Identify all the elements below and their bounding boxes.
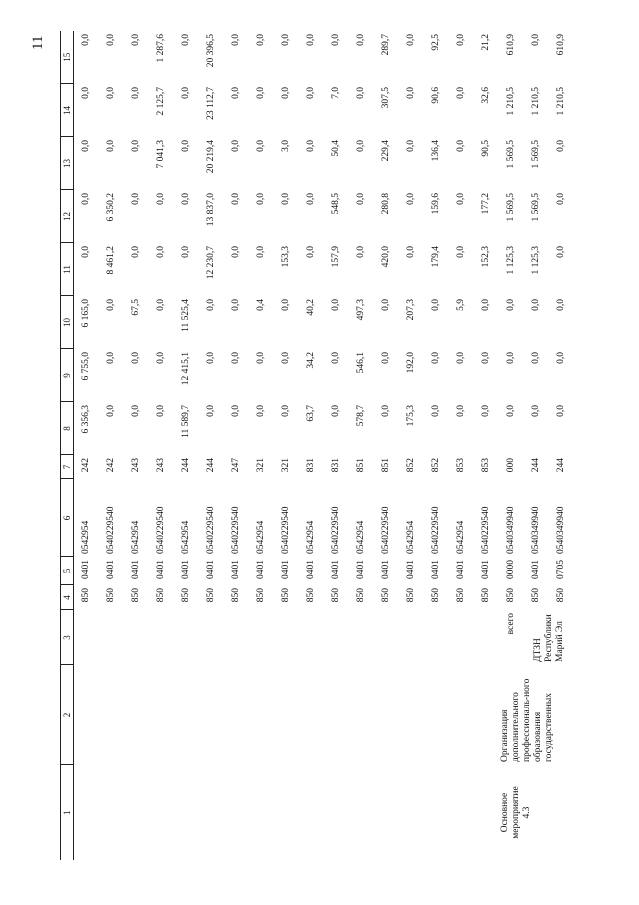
cell-value-col13: 7 041,3 [156, 140, 166, 169]
cell-value-col15: 0,0 [281, 34, 291, 46]
cell-value-col15: 0,0 [456, 34, 466, 46]
cell-value-col9: 0,0 [156, 352, 166, 364]
cell-value-col8: 0,0 [106, 405, 116, 417]
cell-value-col10: 0,0 [531, 299, 541, 311]
cell-value-col13: 1 569,5 [531, 140, 541, 169]
cell-value-col14: 0,0 [181, 87, 191, 99]
cell-c6: 0542954 [356, 520, 366, 554]
cell-value-col11: 0,0 [306, 246, 316, 258]
cell-value-col10: 67,5 [131, 299, 141, 316]
cell-value-col9: 0,0 [556, 352, 566, 364]
cell-c6: 0542954 [256, 520, 266, 554]
cell-value-col10: 0,0 [231, 299, 241, 311]
cell-value-col10: 0,0 [331, 299, 341, 311]
cell-value-col11: 12 230,7 [206, 246, 216, 280]
cell-value-col11: 153,3 [281, 246, 291, 268]
budget-table [60, 31, 574, 860]
cell-c5: 0401 [131, 560, 141, 579]
cell-c5: 0705 [556, 560, 566, 579]
cell-value-col13: 0,0 [81, 140, 91, 152]
cell-c7: 321 [281, 458, 291, 473]
cell-c4: 850 [556, 588, 566, 603]
cell-value-col11: 0,0 [156, 246, 166, 258]
cell-empty [74, 665, 500, 765]
cell-value-col13: 0,0 [106, 140, 116, 152]
cell-c7: 851 [356, 458, 366, 473]
cell-value-col11: 0,0 [456, 246, 466, 258]
cell-c5: 0401 [356, 560, 366, 579]
cell-c4: 850 [256, 588, 266, 603]
cell-c7: 851 [381, 458, 391, 473]
cell-c7: 853 [456, 458, 466, 473]
cell-value-col10: 11 525,4 [181, 299, 191, 332]
cell-value-col11: 8 461,2 [106, 246, 116, 275]
cell-value-col9: 12 415,1 [181, 352, 191, 386]
cell-value-col13: 0,0 [456, 140, 466, 152]
column-header-6: 6 [61, 479, 74, 557]
cell-value-col12: 6 350,2 [106, 193, 116, 222]
cell-c5: 0401 [531, 560, 541, 579]
cell-value-col9: 0,0 [481, 352, 491, 364]
cell-value-col8: 0,0 [231, 405, 241, 417]
cell-c7: 243 [131, 458, 141, 473]
cell-value-col13: 0,0 [306, 140, 316, 152]
cell-value-col14: 0,0 [231, 87, 241, 99]
cell-value-col12: 0,0 [456, 193, 466, 205]
cell-c7: 244 [556, 458, 566, 473]
cell-value-col9: 34,2 [306, 352, 316, 369]
cell-c6: 0540229540 [206, 506, 216, 554]
cell-value-col15: 0,0 [356, 34, 366, 46]
cell-c5: 0401 [381, 560, 391, 579]
cell-value-col11: 157,9 [331, 246, 341, 268]
column-header-8: 8 [61, 402, 74, 455]
cell-c5: 0401 [281, 560, 291, 579]
cell-value-col12: 280,8 [381, 193, 391, 215]
cell-c6: 0542954 [456, 520, 466, 554]
cell-value-col15: 0,0 [306, 34, 316, 46]
cell-value-col12: 0,0 [181, 193, 191, 205]
cell-value-col14: 1 210,5 [506, 87, 516, 116]
cell-value-col14: 0,0 [256, 87, 266, 99]
cell-value-col9: 0,0 [431, 352, 441, 364]
cell-value-col12: 0,0 [81, 193, 91, 205]
cell-value-col15: 1 287,6 [156, 34, 166, 63]
cell-value-col15: 0,0 [181, 34, 191, 46]
cell-value-col13: 3,0 [281, 140, 291, 152]
cell-value-col13: 0,0 [356, 140, 366, 152]
cell-c4: 850 [81, 588, 91, 603]
cell-value-col14: 90,6 [431, 87, 441, 104]
cell-c5: 0401 [456, 560, 466, 579]
cell-value-col11: 1 125,3 [506, 246, 516, 275]
cell-value-col13: 0,0 [406, 140, 416, 152]
cell-value-col9: 0,0 [456, 352, 466, 364]
column-header-13: 13 [61, 137, 74, 190]
column-header-7: 7 [61, 455, 74, 479]
cell-value-col10: 0,0 [381, 299, 391, 311]
cell-value-col15: 0,0 [81, 34, 91, 46]
cell-value-col15: 0,0 [131, 34, 141, 46]
table-row [74, 31, 100, 860]
cell-value-col8: 0,0 [256, 405, 266, 417]
cell-value-col14: 0,0 [356, 87, 366, 99]
measure-label-line2: мероприятие [511, 786, 521, 839]
executor-dtzn: ДТЗН Республики Марий Эл [532, 614, 565, 662]
cell-value-col13: 1 569,5 [506, 140, 516, 169]
cell-c6: 0540229540 [106, 506, 116, 554]
cell-value-col12: 0,0 [281, 193, 291, 205]
cell-value-col14: 0,0 [306, 87, 316, 99]
cell-c4: 850 [381, 588, 391, 603]
cell-c7: 321 [256, 458, 266, 473]
cell-c7: 244 [206, 458, 216, 473]
cell-value-col8: 0,0 [531, 405, 541, 417]
cell-value-col9: 0,0 [231, 352, 241, 364]
cell-value-col12: 0,0 [556, 193, 566, 205]
cell-c4: 850 [131, 588, 141, 603]
cell-value-col13: 20 219,4 [206, 140, 216, 174]
page-number: 11 [30, 35, 46, 50]
cell-c5: 0401 [106, 560, 116, 579]
cell-c5: 0401 [331, 560, 341, 579]
cell-value-col14: 0,0 [406, 87, 416, 99]
cell-value-col14: 2 125,7 [156, 87, 166, 116]
cell-c4: 850 [306, 588, 316, 603]
cell-c4: 850 [506, 588, 516, 603]
cell-value-col8: 175,3 [406, 405, 416, 427]
cell-value-col13: 0,0 [256, 140, 266, 152]
cell-c4: 850 [456, 588, 466, 603]
cell-value-col10: 0,0 [556, 299, 566, 311]
column-header-5: 5 [61, 557, 74, 585]
column-header-9: 9 [61, 349, 74, 402]
cell-value-col14: 32,6 [481, 87, 491, 104]
cell-value-col11: 1 125,3 [531, 246, 541, 275]
column-header-11: 11 [61, 243, 74, 296]
cell-value-col11: 0,0 [181, 246, 191, 258]
cell-value-col8: 578,7 [356, 405, 366, 427]
cell-value-col10: 0,4 [256, 299, 266, 311]
cell-value-col8: 0,0 [481, 405, 491, 417]
cell-c4: 850 [231, 588, 241, 603]
cell-value-col12: 159,6 [431, 193, 441, 215]
cell-c5: 0401 [231, 560, 241, 579]
executor-all: всего [506, 613, 516, 635]
cell-value-col9: 0,0 [506, 352, 516, 364]
cell-value-col15: 20 396,5 [206, 34, 216, 68]
column-header-4: 4 [61, 585, 74, 610]
cell-value-col10: 0,0 [506, 299, 516, 311]
cell-value-col10: 5,9 [456, 299, 466, 311]
cell-c4: 850 [406, 588, 416, 603]
cell-c6: 0540229540 [381, 506, 391, 554]
cell-value-col8: 11 589,7 [181, 405, 191, 438]
cell-c7: 242 [81, 458, 91, 473]
cell-c5: 0401 [481, 560, 491, 579]
cell-value-col11: 152,3 [481, 246, 491, 268]
cell-c6: 0542954 [181, 520, 191, 554]
cell-c4: 850 [531, 588, 541, 603]
cell-c6: 0540229540 [281, 506, 291, 554]
cell-c7: 852 [431, 458, 441, 473]
cell-value-col8: 0,0 [281, 405, 291, 417]
column-header-12: 12 [61, 190, 74, 243]
cell-value-col14: 0,0 [131, 87, 141, 99]
cell-value-col13: 229,4 [381, 140, 391, 162]
cell-value-col10: 0,0 [106, 299, 116, 311]
cell-value-col15: 610,9 [556, 34, 566, 56]
cell-value-col14: 0,0 [106, 87, 116, 99]
cell-value-col10: 0,0 [156, 299, 166, 311]
cell-value-col14: 1 210,5 [531, 87, 541, 116]
cell-value-col13: 136,4 [431, 140, 441, 162]
cell-c4: 850 [181, 588, 191, 603]
cell-value-col12: 0,0 [256, 193, 266, 205]
cell-value-col15: 0,0 [531, 34, 541, 46]
cell-value-col8: 0,0 [156, 405, 166, 417]
cell-c7: 831 [331, 458, 341, 473]
cell-value-col9: 0,0 [381, 352, 391, 364]
cell-value-col13: 0,0 [181, 140, 191, 152]
column-header-3: 3 [61, 610, 74, 665]
cell-empty [74, 610, 500, 665]
cell-value-col15: 92,5 [431, 34, 441, 51]
cell-value-col10: 0,0 [481, 299, 491, 311]
cell-value-col8: 0,0 [131, 405, 141, 417]
cell-value-col10: 207,3 [406, 299, 416, 321]
organization-name: Организация дополнительного профессиональ-ного образования государственных [500, 678, 554, 762]
cell-c5: 0401 [306, 560, 316, 579]
cell-c4: 850 [356, 588, 366, 603]
cell-c7: 000 [506, 458, 516, 473]
cell-value-col8: 6 356,3 [81, 405, 91, 434]
cell-value-col8: 63,7 [306, 405, 316, 422]
cell-value-col9: 6 755,0 [81, 352, 91, 381]
cell-value-col13: 0,0 [131, 140, 141, 152]
cell-value-col11: 0,0 [81, 246, 91, 258]
cell-c6: 0542954 [306, 520, 316, 554]
header-row [61, 31, 74, 860]
cell-value-col9: 0,0 [331, 352, 341, 364]
cell-value-col14: 0,0 [81, 87, 91, 99]
cell-empty [74, 765, 500, 860]
cell-c5: 0401 [406, 560, 416, 579]
cell-value-col11: 420,0 [381, 246, 391, 268]
cell-value-col11: 0,0 [356, 246, 366, 258]
cell-c7: 247 [231, 458, 241, 473]
cell-value-col12: 0,0 [231, 193, 241, 205]
cell-c4: 850 [206, 588, 216, 603]
cell-value-col12: 0,0 [406, 193, 416, 205]
cell-value-col8: 0,0 [206, 405, 216, 417]
cell-value-col14: 0,0 [281, 87, 291, 99]
cell-value-col9: 0,0 [131, 352, 141, 364]
cell-value-col10: 0,0 [431, 299, 441, 311]
cell-value-col13: 0,0 [231, 140, 241, 152]
cell-value-col9: 0,0 [531, 352, 541, 364]
cell-c7: 852 [406, 458, 416, 473]
cell-c7: 242 [106, 458, 116, 473]
cell-value-col12: 0,0 [131, 193, 141, 205]
cell-value-col14: 1 210,5 [556, 87, 566, 116]
cell-value-col9: 546,1 [356, 352, 366, 374]
cell-c4: 850 [281, 588, 291, 603]
measure-label-line3: 4.3 [522, 806, 532, 819]
cell-c4: 850 [481, 588, 491, 603]
cell-c7: 831 [306, 458, 316, 473]
cell-value-col10: 0,0 [206, 299, 216, 311]
cell-value-col12: 0,0 [356, 193, 366, 205]
cell-value-col14: 23 112,7 [206, 87, 216, 120]
cell-value-col12: 1 569,5 [531, 193, 541, 222]
cell-value-col13: 90,5 [481, 140, 491, 157]
table-body [74, 31, 575, 860]
cell-value-col10: 6 165,0 [81, 299, 91, 328]
cell-c6: 0540229540 [481, 506, 491, 554]
cell-value-col8: 0,0 [506, 405, 516, 417]
cell-value-col8: 0,0 [431, 405, 441, 417]
cell-c4: 850 [431, 588, 441, 603]
cell-c7: 243 [156, 458, 166, 473]
cell-value-col15: 0,0 [106, 34, 116, 46]
column-header-1: 1 [61, 765, 74, 860]
cell-value-col15: 610,9 [506, 34, 516, 56]
cell-value-col12: 0,0 [306, 193, 316, 205]
cell-value-col12: 548,5 [331, 193, 341, 215]
cell-c6: 0540349940 [556, 506, 566, 554]
cell-c5: 0401 [156, 560, 166, 579]
cell-value-col8: 0,0 [556, 405, 566, 417]
cell-c7: 244 [181, 458, 191, 473]
cell-c6: 0540349940 [531, 506, 541, 554]
measure-label-line1: Основное [500, 792, 510, 833]
cell-c6: 0540229540 [231, 506, 241, 554]
cell-c4: 850 [156, 588, 166, 603]
cell-c6: 0542954 [81, 520, 91, 554]
cell-c6: 0540229540 [431, 506, 441, 554]
cell-value-col10: 0,0 [281, 299, 291, 311]
cell-value-col11: 0,0 [256, 246, 266, 258]
cell-value-col15: 0,0 [231, 34, 241, 46]
cell-c5: 0401 [181, 560, 191, 579]
column-header-14: 14 [61, 84, 74, 137]
cell-c4: 850 [106, 588, 116, 603]
cell-value-col14: 0,0 [456, 87, 466, 99]
cell-value-col11: 0,0 [556, 246, 566, 258]
column-header-2: 2 [61, 665, 74, 765]
cell-c4: 850 [331, 588, 341, 603]
cell-value-col14: 7,0 [331, 87, 341, 99]
cell-value-col11: 179,4 [431, 246, 441, 268]
cell-value-col8: 0,0 [331, 405, 341, 417]
cell-value-col12: 0,0 [156, 193, 166, 205]
cell-value-col13: 50,4 [331, 140, 341, 157]
cell-value-col9: 192,0 [406, 352, 416, 374]
cell-value-col10: 40,2 [306, 299, 316, 316]
cell-value-col12: 13 837,0 [206, 193, 216, 227]
cell-c5: 0401 [206, 560, 216, 579]
cell-value-col15: 0,0 [331, 34, 341, 46]
cell-c6: 0542954 [131, 520, 141, 554]
column-header-10: 10 [61, 296, 74, 349]
cell-c6: 0540349940 [506, 506, 516, 554]
cell-value-col14: 307,5 [381, 87, 391, 109]
cell-c5: 0000 [506, 560, 516, 579]
cell-value-col15: 289,7 [381, 34, 391, 56]
cell-value-col8: 0,0 [381, 405, 391, 417]
cell-c7: 853 [481, 458, 491, 473]
cell-c5: 0401 [81, 560, 91, 579]
cell-value-col9: 0,0 [256, 352, 266, 364]
cell-c6: 0540229540 [156, 506, 166, 554]
cell-value-col12: 177,2 [481, 193, 491, 215]
cell-c5: 0401 [431, 560, 441, 579]
cell-c5: 0401 [256, 560, 266, 579]
cell-c6: 0542954 [406, 520, 416, 554]
cell-value-col15: 0,0 [406, 34, 416, 46]
measure-label [499, 765, 574, 860]
cell-value-col11: 0,0 [406, 246, 416, 258]
cell-value-col9: 0,0 [281, 352, 291, 364]
cell-value-col15: 0,0 [256, 34, 266, 46]
table-row [499, 31, 524, 860]
cell-value-col11: 0,0 [231, 246, 241, 258]
cell-value-col15: 21,2 [481, 34, 491, 51]
cell-value-col9: 0,0 [206, 352, 216, 364]
cell-c6: 0540229540 [331, 506, 341, 554]
cell-value-col12: 1 569,5 [506, 193, 516, 222]
cell-c7: 244 [531, 458, 541, 473]
column-header-15: 15 [61, 31, 74, 84]
cell-value-col8: 0,0 [456, 405, 466, 417]
cell-value-col10: 497,3 [356, 299, 366, 321]
cell-value-col13: 0,0 [556, 140, 566, 152]
cell-value-col9: 0,0 [106, 352, 116, 364]
cell-value-col11: 0,0 [131, 246, 141, 258]
